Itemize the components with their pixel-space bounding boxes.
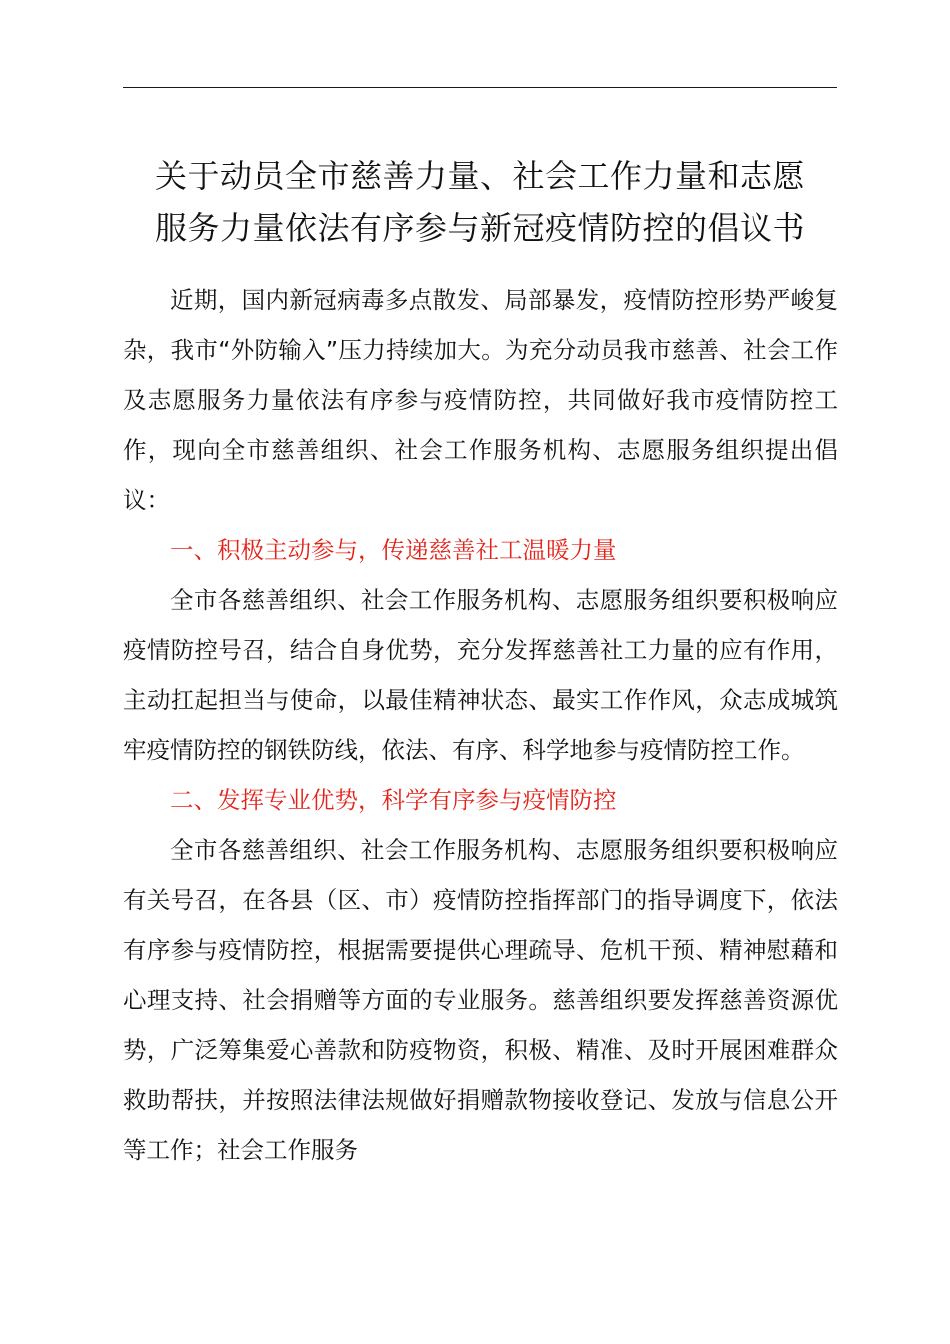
section-1-heading: 一、积极主动参与，传递慈善社工温暖力量 — [170, 536, 617, 564]
document-title — [110, 150, 850, 254]
section-2-paragraph: 全市各慈善组织、社会工作服务机构、志愿服务组织要积极响应有关号召，在各县（区、市）疫情防控指挥部门的指导调度下，依法有序参与疫情防控，根据需要提供心理疏导、危机干预、精神慰藉和心理支持、社会捐赠等方面的专业服务。慈善组织要发挥慈善资源优势，广泛筹集爱心善款和防疫物资，积极、精准、及时开展困难群众救助帮扶，并按照法律法规做好捐赠款物接收登记、发放与信息公开等工作；社会工作服务 — [123, 836, 838, 1164]
intro-paragraph: 近期，国内新冠病毒多点散发、局部暴发，疫情防控形势严峻复杂，我市“外防输入”压力持续加大。为充分动员我市慈善、社会工作及志愿服务力量依法有序参与疫情防控，共同做好我市疫情防控工作，现向全市慈善组织、社会工作服务机构、志愿服务组织提出倡议： — [123, 286, 838, 514]
document-body — [123, 275, 838, 1175]
title-line-1: 关于动员全市慈善力量、社会工作力量和志愿 — [154, 157, 805, 195]
section-2-heading: 二、发挥专业优势，科学有序参与疫情防控 — [170, 786, 617, 814]
header-rule — [123, 87, 837, 88]
title-line-2: 服务力量依法有序参与新冠疫情防控的倡议书 — [154, 209, 805, 247]
section-1-paragraph: 全市各慈善组织、社会工作服务机构、志愿服务组织要积极响应疫情防控号召，结合自身优势，充分发挥慈善社工力量的应有作用，主动扛起担当与使命，以最佳精神状态、最实工作作风，众志成城筑牢疫情防控的钢铁防线，依法、有序、科学地参与疫情防控工作。 — [123, 586, 838, 764]
